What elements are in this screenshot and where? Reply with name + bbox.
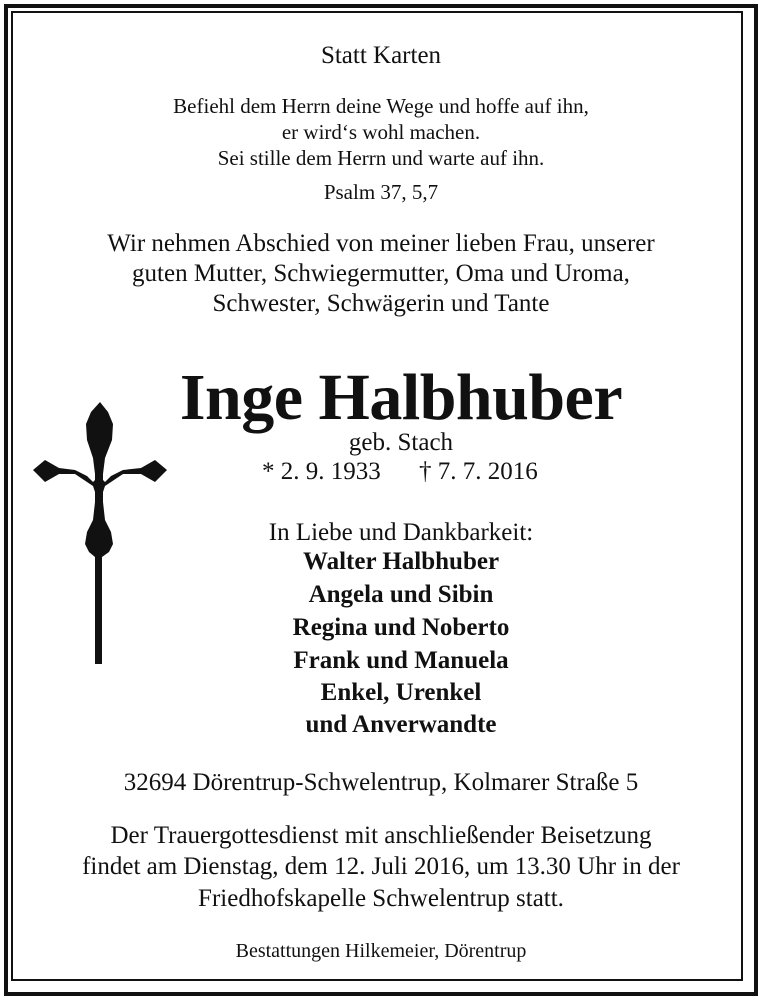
deceased-name: Inge Halbhuber [179,361,623,434]
mourner-name: Walter Halbhuber [302,548,500,575]
intro-line-3: Schwester, Schwägerin und Tante [212,290,550,317]
mourner-name: Angela und Sibin [308,581,494,608]
address: 32694 Dörentrup-Schwelentrup, Kolmarer Straße 5 [123,769,639,796]
service-line-3: Friedhofskapelle Schwelentrup statt. [198,885,564,912]
intro-line-1: Wir nehmen Abschied von meiner lieben Frau, unserer [107,230,655,257]
mourner-name: Regina und Noberto [292,614,510,641]
undertaker: Bestattungen Hilkemeier, Dörentrup [235,940,527,962]
mourner-name: und Anverwandte [305,711,497,738]
verse-line-1: Befiehl dem Herrn deine Wege und hoffe auf ihn, [173,94,589,118]
service-line-2: findet am Dienstag, dem 12. Juli 2016, um 13.30 Uhr in der [82,853,680,880]
death-date: † 7. 7. 2016 [419,458,538,485]
verse-reference: Psalm 37, 5,7 [323,180,439,204]
birth-date: * 2. 9. 1933 [262,458,381,485]
mourner-name: Enkel, Urenkel [320,679,482,706]
mourners-intro: In Liebe und Dankbarkeit: [268,519,534,546]
service-line-1: Der Trauergottesdienst mit anschließender Beisetzung [110,822,652,849]
maiden-name: geb. Stach [348,429,454,456]
verse-line-3: Sei stille dem Herrn und warte auf ihn. [217,146,545,170]
heading-statt-karten: Statt Karten [320,42,442,69]
mourner-name: Frank und Manuela [293,647,509,674]
verse-line-2: er wird‘s wohl machen. [281,120,481,144]
intro-line-2: guten Mutter, Schwiegermutter, Oma und Uroma, [132,260,630,287]
